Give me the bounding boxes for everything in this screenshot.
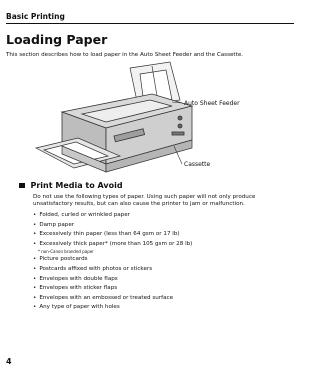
list-item: • Envelopes with an embossed or treated surface bbox=[33, 294, 295, 304]
section-body bbox=[33, 194, 295, 313]
section-paragraph bbox=[33, 194, 295, 208]
running-header: Basic Printing bbox=[6, 12, 65, 21]
page-title: Loading Paper bbox=[6, 32, 108, 47]
avoid-list bbox=[33, 211, 295, 313]
callout-cassette: Cassette bbox=[184, 161, 211, 168]
list-item: • Damp paper bbox=[33, 221, 295, 231]
printer-illustration bbox=[22, 60, 292, 180]
list-item: • Folded, curled or wrinkled paper bbox=[33, 211, 295, 221]
callout-auto-sheet-feeder: Auto Sheet Feeder bbox=[184, 100, 240, 107]
list-item: • Envelopes with double flaps bbox=[33, 275, 295, 285]
list-item: • Excessively thick paper* (more than 105 gsm or 28 lb) bbox=[33, 240, 295, 250]
printer-drawing bbox=[22, 60, 292, 180]
list-item: • Envelopes with sticker flaps bbox=[33, 284, 295, 294]
list-item: • Picture postcards bbox=[33, 255, 295, 265]
list-item: • Any type of paper with holes bbox=[33, 303, 295, 313]
footnote: * non-Canon branded paper bbox=[38, 249, 94, 255]
paragraph-line: unsatisfactory results, but can also cause the printer to jam or malfunction. bbox=[33, 201, 245, 207]
list-item: • Excessively thin paper (less than 64 gsm or 17 lb) bbox=[33, 230, 295, 240]
section-heading-text: Print Media to Avoid bbox=[30, 181, 123, 190]
header-rule bbox=[6, 23, 294, 24]
list-item: • Postcards affixed with photos or stickers bbox=[33, 265, 295, 275]
paragraph-line: Do not use the following types of paper. Using such paper will not only produce bbox=[33, 194, 256, 200]
page-number: 4 bbox=[6, 357, 12, 366]
square-bullet-icon bbox=[19, 183, 25, 189]
intro-text: This section describes how to load paper in the Auto Sheet Feeder and the Cassette. bbox=[6, 52, 244, 58]
section-heading bbox=[19, 181, 123, 190]
